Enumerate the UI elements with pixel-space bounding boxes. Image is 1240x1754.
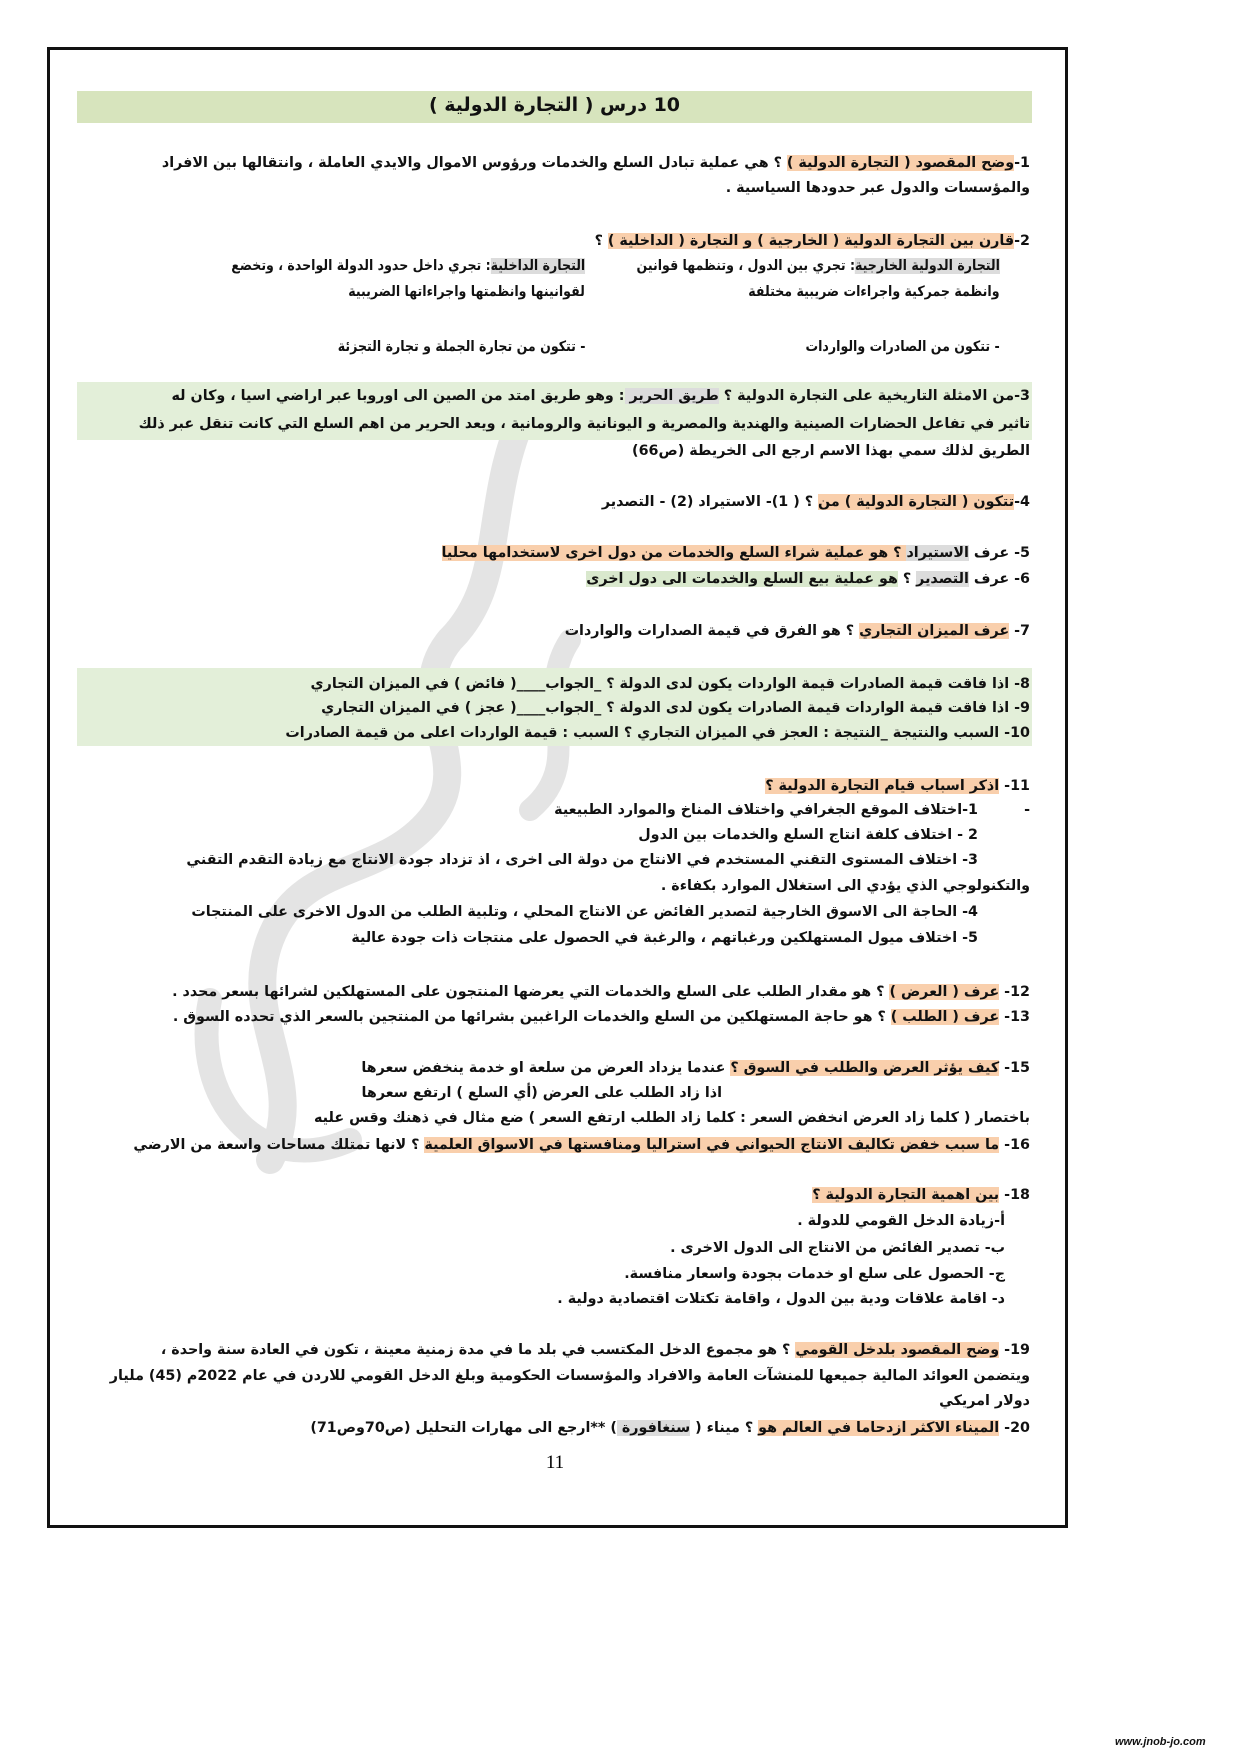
text-segment: 11- [999, 778, 1030, 794]
text-line [565, 620, 1030, 642]
text-segment: ؟ هو حاجة المستهلكين من السلع والخدمات الراغبين بشرائها من المنتجين بالسعر الذي تحدده السوق . [172, 1009, 891, 1025]
text-segment: والتكنولوجي الذي يؤدي الى استغلال الموارد بكفاءة . [660, 878, 1030, 894]
text-line [557, 1288, 1005, 1310]
text-segment: باختصار ( كلما زاد العرض انخفض السعر : كلما زاد الطلب ارتفع السعر ) ضع مثال في ذهنك وقس عليه [313, 1110, 1030, 1126]
text-line [806, 336, 1000, 358]
text-segment: 5- اختلاف ميول المستهلكين ورغباتهم ، والرغبة في الحصول على منتجات ذات جودة عالية [351, 930, 978, 946]
text-line [351, 927, 978, 949]
lesson-title: 10 درس ( التجارة الدولية ) [428, 94, 681, 116]
text-line [632, 440, 1030, 462]
text-line [939, 1390, 1030, 1412]
text-line [110, 1365, 1030, 1387]
text-line [554, 799, 978, 821]
text-line [311, 673, 1031, 695]
text-segment: ؟ [897, 571, 917, 587]
text-segment: دولار امريكي [939, 1393, 1030, 1409]
text-segment: 6- عرف [968, 571, 1030, 587]
text-segment: ؟ هو الفرق في قيمة الصدارات والواردات [564, 623, 860, 639]
text-segment: اذا زاد الطلب على العرض (أي السلع ) ارتفع سعرها [361, 1085, 722, 1101]
highlighted-text: ؟ هو عملية شراء السلع والخدمات من دول اخرى لاستخدامها محليا [441, 545, 907, 561]
text-segment: 5- عرف [968, 545, 1030, 561]
highlighted-text: التجارة الداخلية [490, 258, 585, 274]
text-segment: ؟ هي عملية تبادل السلع والخدمات ورؤوس الاموال والايدي العاملة ، وانتقالها بين الافراد [161, 155, 787, 171]
text-line [637, 255, 1000, 277]
highlighted-text: التجارة الدولية الخارجية [855, 258, 1000, 274]
text-line [726, 177, 1030, 199]
text-segment: - تتكون من تجارة الجملة و تجارة التجزئة [337, 339, 585, 355]
text-line [1024, 799, 1030, 821]
text-segment: - [1024, 802, 1030, 818]
footer-url: www.jnob-jo.com [1115, 1736, 1206, 1748]
text-line [133, 1134, 1030, 1156]
text-line [314, 1107, 1030, 1129]
text-line [161, 1339, 1030, 1361]
highlighted-text: تتكون ( التجارة الدولية ) من [818, 494, 1015, 510]
text-segment: أ-زيادة الدخل القومي للدولة . [797, 1213, 1005, 1229]
text-segment: د- اقامة علاقات ودية بين الدول ، واقامة تكتلات اقتصادية دولية . [557, 1291, 1005, 1307]
text-segment: 3- اختلاف المستوى التقني المستخدم في الانتاج من دولة الى اخرى ، اذ تزداد جودة الانتاج مع زيادة التقدم التقني [186, 852, 978, 868]
text-line [797, 1210, 1005, 1232]
text-segment: - تتكون من الصادرات والواردات [805, 339, 1000, 355]
highlighted-text: قارن بين التجارة الدولية ( الخارجية ) و التجارة ( الداخلية ) [607, 233, 1015, 249]
text-segment: عندما يزداد العرض من سلعة او خدمة ينخفض سعرها [361, 1060, 731, 1076]
text-segment: 20- [999, 1420, 1030, 1436]
highlighted-text: سنغافورة [616, 1420, 691, 1436]
highlighted-text: ما سبب خفض تكاليف الانتاج الحيواني في استراليا ومنافستها في الاسواق العلمية [424, 1137, 1000, 1153]
text-segment: ب- تصدير الفائض من الانتاج الى الدول الاخرى . [670, 1240, 1005, 1256]
text-line [172, 385, 1031, 407]
text-line [172, 981, 1030, 1003]
text-line [624, 1263, 1005, 1285]
text-segment: ؟ ( 1)- الاستيراد (2) - التصدير [601, 494, 819, 510]
highlighted-text: التصدير [916, 571, 969, 587]
text-line [602, 491, 1030, 513]
text-line [638, 824, 978, 846]
text-segment: 3-من الامثلة التاريخية على التجارة الدولية ؟ [718, 388, 1030, 404]
highlighted-text: بين اهمية التجارة الدولية ؟ [812, 1187, 1000, 1203]
highlighted-text: اذكر اسباب قيام التجارة الدولية ؟ [765, 778, 1000, 794]
highlighted-text: عرف ( الطلب ) [890, 1009, 1000, 1025]
text-segment: ) **ارجع الى مهارات التحليل (ص70وص71) [310, 1420, 617, 1436]
text-segment: الطريق لذلك سمي بهذا الاسم ارجع الى الخريطة (ص66) [632, 443, 1030, 459]
text-segment: ويتضمن العوائد المالية جميعها للمنشآت العامة والافراد والمؤسسات الحكومية وبلغ الدخل القومي للاردن في عام 2022م (45) مليار [109, 1368, 1030, 1384]
text-segment: 2- [1014, 233, 1030, 249]
text-line [285, 722, 1030, 744]
text-line [310, 1417, 1030, 1439]
text-segment: 4- [1014, 494, 1030, 510]
text-segment: 1- [1014, 155, 1030, 171]
text-line [186, 849, 978, 871]
text-segment: 9- اذا فاقت قيمة الواردات قيمة الصادرات يكون لدى الدولة ؟ _الجواب____( عجز ) في الميزان التجاري [321, 700, 1030, 716]
text-line [661, 875, 1030, 897]
text-segment: 13- [999, 1009, 1030, 1025]
text-segment: 7- [1009, 623, 1030, 639]
text-segment: : تجري داخل حدود الدولة الواحدة ، وتخضع [231, 258, 491, 274]
text-line [361, 1057, 1030, 1079]
text-segment: ؟ هو مقدار الطلب على السلع والخدمات التي يعرضها المنتجون على المستهلكين لشرائها بسعر محدد . [172, 984, 890, 1000]
highlighted-text: وضح المقصود ( التجارة الدولية ) [786, 155, 1015, 171]
text-segment: 12- [999, 984, 1030, 1000]
text-segment: 15- [999, 1060, 1030, 1076]
text-segment: لقوانينها وانظمتها واجراءاتها الضريبية [348, 284, 585, 300]
text-segment: : تجري بين الدول ، وتنظمها قوانين [636, 258, 856, 274]
text-segment: والمؤسسات والدول عبر حدودها السياسية . [725, 180, 1030, 196]
text-line [586, 568, 1030, 590]
text-segment: 18- [999, 1187, 1030, 1203]
text-line [139, 413, 1030, 435]
text-line [348, 281, 585, 303]
text-line [812, 1184, 1030, 1206]
text-line [765, 775, 1030, 797]
text-segment: : وهو طريق امتد من الصين الى اوروبا عبر اراضي اسيا ، وكان له [171, 388, 625, 404]
text-segment: ج- الحصول على سلع او خدمات بجودة واسعار منافسة. [624, 1266, 1005, 1282]
text-line [321, 697, 1030, 719]
highlighted-text: هو عملية بيع السلع والخدمات الى دول اخرى [586, 571, 898, 587]
text-line [442, 542, 1030, 564]
text-line [231, 255, 585, 277]
text-line [670, 1237, 1005, 1259]
text-segment: 1-اختلاف الموقع الجغرافي واختلاف المناخ والموارد الطبيعية [554, 802, 978, 818]
text-line [337, 336, 585, 358]
text-segment: وانظمة جمركية واجراءات ضريبية مختلفة [748, 284, 1000, 300]
text-line [162, 152, 1030, 174]
highlighted-text: طريق الحرير [624, 388, 719, 404]
highlighted-text: وضح المقصود بلدخل القومي [795, 1342, 1000, 1358]
text-line [749, 281, 1000, 303]
text-segment: 19- [999, 1342, 1030, 1358]
text-segment: تاثير في تفاعل الحضارات الصينية والهندية والمصرية و اليونانية والرومانية ، ويعد الحرير من اهم السلع التي كانت تنقل عبر ذلك [138, 416, 1030, 432]
highlighted-text: عرف الميزان التجاري [859, 623, 1010, 639]
highlighted-text: عرف ( العرض ) [889, 984, 1000, 1000]
text-line [362, 1082, 722, 1104]
highlighted-text: الاستيراد [906, 545, 969, 561]
text-segment: ؟ ميناء ( [690, 1420, 759, 1436]
highlighted-text: كيف يؤثر العرض والطلب في السوق ؟ [730, 1060, 1000, 1076]
text-line [191, 901, 978, 923]
text-segment: ؟ [594, 233, 608, 249]
text-segment: 4- الحاجة الى الاسوق الخارجية لتصدير الفائض عن الانتاج المحلي ، وتلبية الطلب من الدول الاخرى على المنتجات [191, 904, 978, 920]
text-segment: 16- [999, 1137, 1030, 1153]
text-line [173, 1006, 1030, 1028]
text-line [595, 230, 1030, 252]
text-segment: ؟ هو مجموع الدخل المكتسب في بلد ما في مدة زمنية معينة ، تكون في العادة سنة واحدة ، [160, 1342, 796, 1358]
text-segment: 10- السبب والنتيجة _النتيجة : العجز في الميزان التجاري ؟ السبب : قيمة الواردات اعلى من قيمة الصادرات [285, 725, 1030, 741]
text-segment: ؟ لانها تمتلك مساحات واسعة من الارضي [133, 1137, 425, 1153]
text-segment: 8- اذا فاقت قيمة الصادرات قيمة الواردات يكون لدى الدولة ؟ _الجواب____( فائض ) في الميزان التجاري [310, 676, 1030, 692]
page-number: 11 [545, 1452, 565, 1473]
text-segment: 2 - اختلاف كلفة انتاج السلع والخدمات بين الدول [638, 827, 978, 843]
highlighted-text: الميناء الاكثر ازدحاما في العالم هو [758, 1420, 1000, 1436]
